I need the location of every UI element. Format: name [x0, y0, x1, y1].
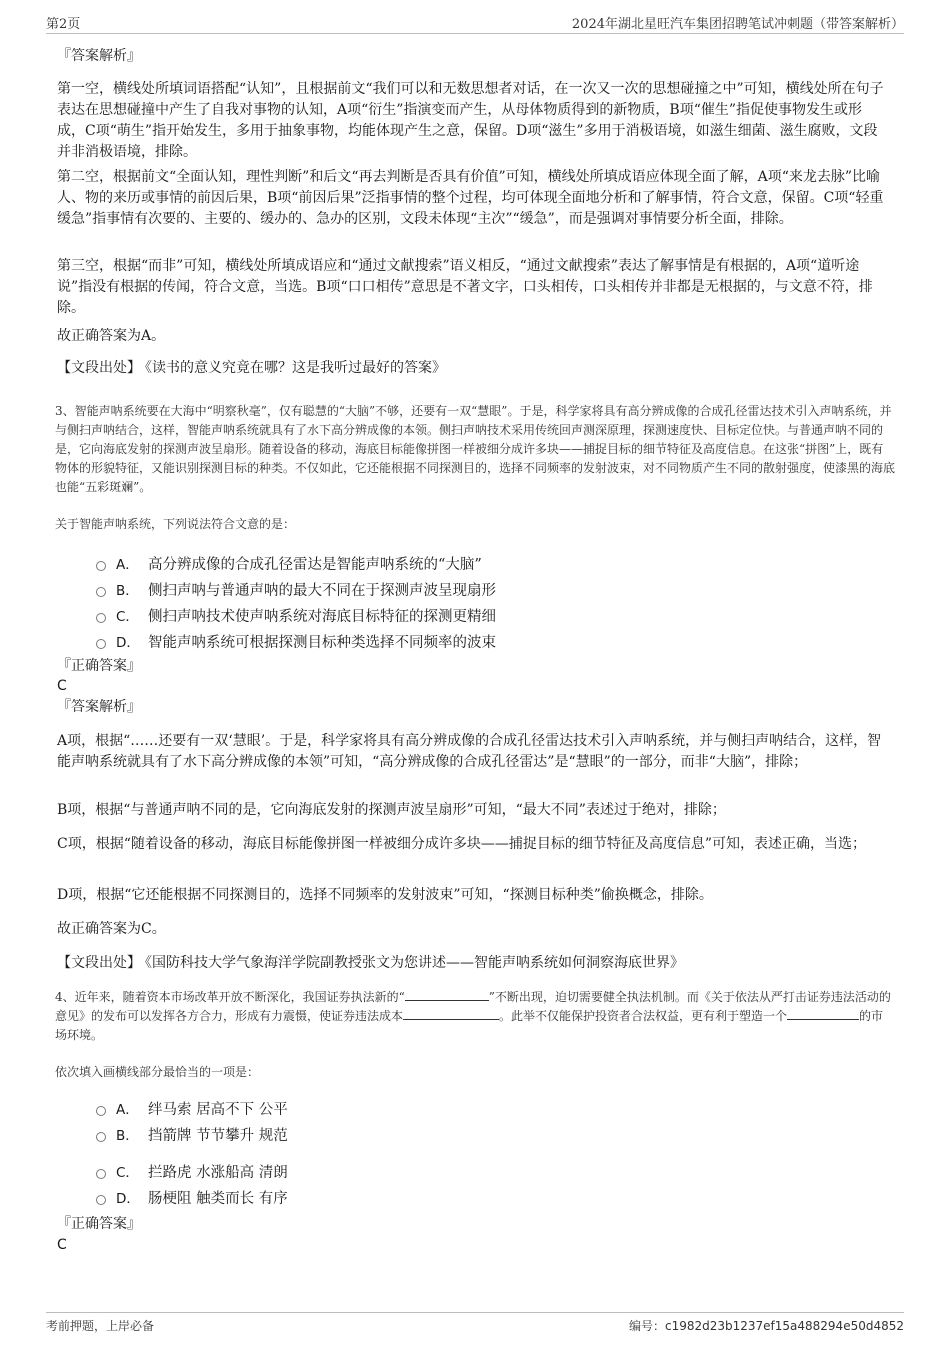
q3-correct-answer: C: [57, 678, 67, 694]
blank-line: [403, 1007, 499, 1020]
q2-analysis-label: 『答案解析』: [57, 48, 141, 64]
footer-slogan: 考前押题，上岸必备: [46, 1319, 155, 1333]
q3-option-c[interactable]: [96, 603, 496, 627]
q2-conclusion: 故正确答案为A。: [57, 328, 166, 344]
page-footer: [46, 1312, 904, 1337]
q4-option-d[interactable]: [96, 1185, 288, 1209]
option-text: 智能声呐系统可根据探测目标种类选择不同频率的波束: [148, 634, 496, 651]
option-text: 侧扫声呐与普通声呐的最大不同在于探测声波呈现扇形: [148, 582, 496, 599]
document-title: 2024年湖北星旺汽车集团招聘笔试冲刺题（带答案解析）: [571, 17, 904, 32]
q3-analysis-d: D项，根据“它还能根据不同探测目的，选择不同频率的发射波束”可知，“探测目标种类”偷换概念，排除。: [57, 887, 713, 903]
q3-analysis-c: C项，根据“随着设备的移动，海底目标能像拼图一样被细分成许多块——捕捉目标的细节特征及高度信息”可知，表述正确，当选；: [57, 836, 867, 852]
q2-source-text: 《读书的意义究竟在哪？这是我听过最好的答案》: [145, 360, 446, 376]
q4-passage-part-4: 的市场环境。: [55, 1009, 884, 1042]
radio-icon[interactable]: [96, 587, 106, 597]
q3-option-a[interactable]: [96, 551, 482, 575]
q3-conclusion: 故正确答案为C。: [57, 921, 166, 937]
option-text: 肠梗阻 触类而长 有序: [148, 1190, 288, 1207]
option-key: D．: [116, 635, 140, 651]
q3-analysis-label: 『答案解析』: [57, 699, 141, 715]
page-header: [46, 13, 904, 34]
q3-source: [57, 953, 887, 974]
radio-icon[interactable]: [96, 613, 106, 623]
q4-correct-answer: C: [57, 1237, 67, 1253]
q2-analysis-paragraph-1: 第一空，横线处所填词语搭配“认知”，且根据前文“我们可以和无数思想者对话，在一次又一次的思想碰撞之中”可知，横线处所在句子表达在思想碰撞中产生了自我对事物的认知，A项“衍生”指演变而产生，从母体物质得到的新物质，B项“催生”指促使事物发生或形成，C项“萌生”指开始发生，多用于抽象事物，均能体现产生之意，保留。D项“滋生”多用于消极语境，如滋生细菌、滋生腐败，文段并非消极语境，排除。: [57, 81, 884, 160]
radio-icon[interactable]: [96, 561, 106, 571]
q3-source-text: 《国防科技大学气象海洋学院副教授张文为您讲述——智能声呐系统如何洞察海底世界》: [145, 955, 684, 971]
radio-icon[interactable]: [96, 1132, 106, 1142]
q3-analysis-b: B项，根据“与普通声呐不同的是，它向海底发射的探测声波呈扇形”可知，“最大不同”表述过于绝对，排除；: [57, 802, 726, 818]
option-key: B．: [116, 1128, 139, 1144]
q3-option-b[interactable]: [96, 577, 496, 601]
q3-option-d[interactable]: [96, 629, 496, 653]
q3-source-tag: 【文段出处】: [57, 955, 141, 971]
q4-option-a[interactable]: [96, 1096, 288, 1120]
option-text: 侧扫声呐技术使声呐系统对海底目标特征的探测更精细: [148, 608, 496, 625]
option-text: 挡箭牌 节节攀升 规范: [148, 1127, 288, 1144]
radio-icon[interactable]: [96, 1106, 106, 1116]
q4-correct-label: 『正确答案』: [57, 1216, 141, 1232]
option-key: A．: [116, 557, 139, 573]
document-code: 编号：c1982d23b1237ef15a488294e50d4852: [628, 1319, 904, 1333]
blank-line: [405, 988, 489, 1001]
option-text: 拦路虎 水涨船高 清朗: [148, 1164, 288, 1181]
q4-passage-part-2: ”不断出现，迫切需要健全执法机制。而《关于依法从严打击证券违法活动的意见》的发布可以发挥各方合力，形成有力震慑，使证券违法成本: [55, 990, 891, 1023]
blank-line: [787, 1007, 859, 1020]
q4-passage-part-1: 4、近年来，随着资本市场改革开放不断深化，我国证券执法新的“: [55, 990, 405, 1004]
option-key: A．: [116, 1102, 139, 1118]
option-key: C．: [116, 609, 139, 625]
q3-analysis-a: A项，根据“……还要有一双‘慧眼’。于是，科学家将具有高分辨成像的合成孔径雷达技术引入声呐系统，并与侧扫声呐结合，这样，智能声呐系统就具有了水下高分辨成像的本领”可知，“高分辨成像的合成孔径雷达”是“慧眼”的一部分，而非“大脑”，排除；: [57, 733, 882, 770]
option-key: D．: [116, 1191, 140, 1207]
q4-passage-part-3: 。此举不仅能保护投资者合法权益，更有利于塑造一个: [499, 1009, 788, 1023]
radio-icon[interactable]: [96, 1169, 106, 1179]
q2-source-tag: 【文段出处】: [57, 360, 141, 376]
option-key: B．: [116, 583, 139, 599]
option-text: 高分辨成像的合成孔径雷达是智能声呐系统的“大脑”: [148, 556, 482, 573]
q4-question: 依次填入画横线部分最恰当的一项是：: [55, 1065, 260, 1079]
q4-passage: [55, 988, 895, 1045]
option-text: 绊马索 居高不下 公平: [148, 1101, 288, 1118]
q2-source: [57, 358, 887, 379]
q4-option-b[interactable]: [96, 1122, 288, 1146]
page-number: 第2页: [46, 17, 81, 32]
q2-analysis-paragraph-3: 第三空，根据“而非”可知，横线处所填成语应和“通过文献搜索”语义相反，“通过文献搜索”表达了解事情是有根据的，A项“道听途说”指没有根据的传闻，符合文意，当选。B项“口口相传”意思是不著文字，口头相传，口头相传并非都是无根据的，与文意不符，排除。: [57, 258, 873, 316]
radio-icon[interactable]: [96, 1195, 106, 1205]
q4-option-c[interactable]: [96, 1159, 288, 1183]
q2-analysis-paragraph-2: 第二空，根据前文“全面认知，理性判断”和后文“再去判断是否具有价值”可知，横线处所填成语应体现全面了解，A项“来龙去脉”比喻人、物的来历或事情的前因后果，B项“前因后果”泛指事情的整个过程，均可体现全面地分析和了解事情，符合文意，保留。C项“轻重缓急”指事情有次要的、主要的、缓办的、急办的区别，文段未体现“主次”“缓急”，而是强调对事情要分析全面，排除。: [57, 169, 884, 227]
option-key: C．: [116, 1165, 139, 1181]
radio-icon[interactable]: [96, 639, 106, 649]
q3-passage: 3、智能声呐系统要在大海中“明察秋毫”，仅有聪慧的“大脑”不够，还要有一双“慧眼”。于是，科学家将具有高分辨成像的合成孔径雷达技术引入声呐系统，并与侧扫声呐结合，这样，智能声呐系统就具有了水下高分辨成像的本领。侧扫声呐技术采用传统回声测深原理，探测速度快、目标定位快。与普通声呐不同的是，它向海底发射的探测声波呈扇形。随着设备的移动，海底目标能像拼图一样被细分成许多块——捕捉目标的细节特征及高度信息。在这张“拼图”上，既有物体的形貌特征，又能识别探测目标的种类。不仅如此，它还能根据不同探测目的，选择不同频率的发射波束，对不同物质产生不同的散射强度，使漆黑的海底也能“五彩斑斓”。: [55, 404, 896, 494]
q3-question: 关于智能声呐系统，下列说法符合文意的是：: [55, 517, 296, 531]
q3-correct-label: 『正确答案』: [57, 658, 141, 674]
